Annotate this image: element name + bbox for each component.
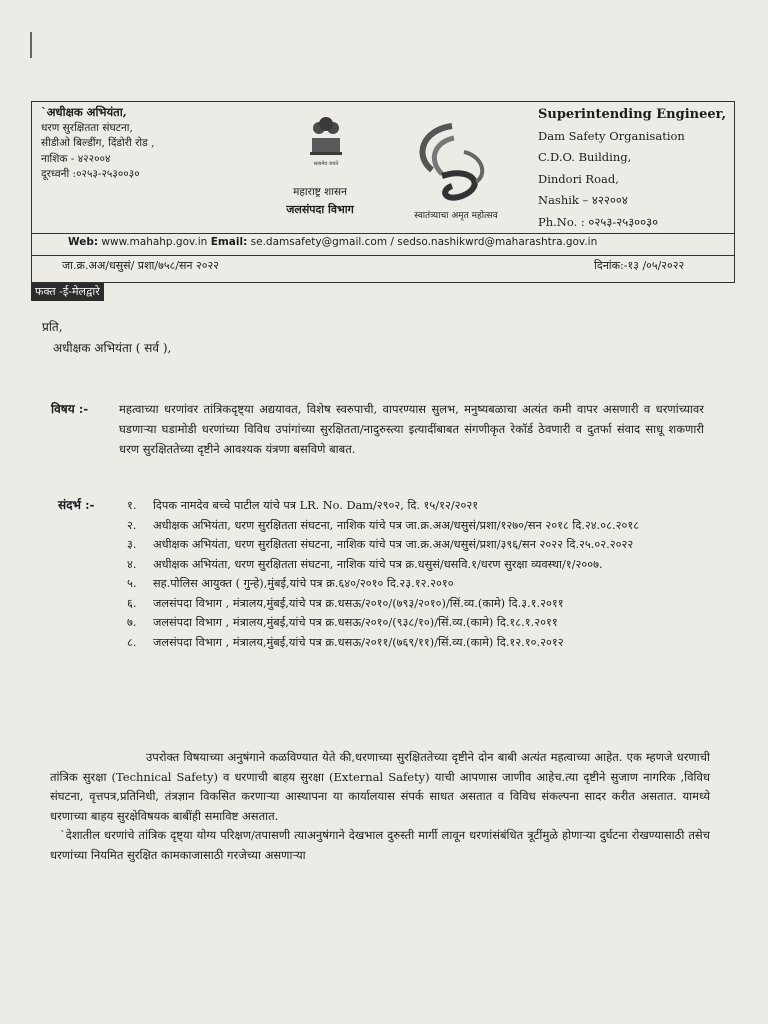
right-line: Dam Safety Organisation <box>538 128 685 143</box>
reference-number-label: ६. <box>127 596 137 610</box>
reference-item <box>127 574 717 594</box>
reference-number-label: १. <box>127 499 137 512</box>
reference-number-label: २. <box>127 518 137 532</box>
reference-text: दिपक नामदेव बच्चे पाटील यांचे पत्र LR. No. Dam/२९०२, दि. १५/१२/२०२१ <box>153 499 479 512</box>
emblem-caption: सत्यमेव जयते <box>313 161 339 167</box>
web-email-line <box>68 236 728 248</box>
left-line: दूरध्वनी :०२५३-२५३००३० <box>41 168 140 180</box>
divider <box>32 255 734 256</box>
reference-text: जलसंपदा विभाग , मंत्रालय,मुंबई,यांचे पत्र क्र.धसऊ/२०११/(७६९/११)/सिं.व्य.(कामे) दि.१२.१०.२०१२ <box>153 635 564 649</box>
left-line: सीडीओ बिल्डींग, दिंडोरी रोड , <box>41 137 155 149</box>
left-line: नाशिक - ४२२००४ <box>41 152 111 165</box>
reference-item <box>127 594 717 614</box>
web-label: Web: <box>68 236 99 248</box>
reference-number-label: ४. <box>127 557 137 571</box>
reference-number-label: ३. <box>127 538 137 551</box>
department-name: जलसंपदा विभाग <box>286 203 354 216</box>
letterhead-right-address <box>538 104 728 233</box>
reference-item <box>127 633 717 653</box>
body-paragraph: उपरोक्त विषयाच्या अनुषंगाने कळविण्यात येते की,धरणाच्या सुरक्षिततेच्या दृष्टीने दोन बाबी अत्यंत महत्वाच्या आहेत. एक म्हणजे धरणाची तांत्रिक सुरक्षा (Technical Safety) व धरणाची बाहय सुरक्षा (External Safety) याची आपणास जाणीव आहेच.त्या दृष्टीने सुजाण नागरिक ,विविध संघटना, वृत्तपत्र,प्रतिनिधी, तंत्रज्ञान विकसित करणाऱ्या आस्थापना या कार्यालयास संपर्क साधत असतात व विविध संकल्पना सादर करीत असतात. यामध्ये धरणाच्या बाहय सुरक्षेविषयक बाबींही समाविष्ट असतात. <box>50 750 710 823</box>
right-line: Nashik – ४२२००४ <box>538 193 628 207</box>
reference-item <box>127 535 717 555</box>
email-only-badge: फक्त -ई-मेलद्वारे <box>31 283 104 301</box>
email-label: Email: <box>210 236 248 248</box>
reference-item <box>127 516 717 536</box>
reference-number-label: ८. <box>127 635 137 649</box>
left-title: `अधीक्षक अभियंता, <box>41 105 127 119</box>
reference-label: संदर्भ :- <box>58 498 95 512</box>
azadi-ka-amrit-mahotsav-logo <box>392 116 520 226</box>
divider <box>32 233 734 234</box>
reference-number-label: ७. <box>127 616 137 629</box>
subject-text: महत्वाच्या धरणांवर तांत्रिकदृष्ट्या अद्ययावत, विशेष स्वरुपाची, वापरण्यास सुलभ, मनुष्यबळाचा अत्यंत कमी वापर असणारी व धरणांच्यावर घडणाऱ्या घडामोडी धरणांच्या विविध उपांगांच्या सुरक्षितता/नादुरुस्त्या इत्यादींबाबत संगणीकृत रेकॉर्ड ठेवणारी व दुतर्फा संवाद साधू शकणारी धरण सुरक्षिततेच्या दृष्टीने आवश्यक यंत्रणा बसविणे बाबत. <box>119 402 704 456</box>
right-line: Dindori Road, <box>538 171 619 186</box>
reference-item <box>127 496 717 516</box>
reference-list <box>127 496 717 652</box>
subject-label: विषय :- <box>51 402 89 416</box>
reference-text: अधीक्षक अभियंता, धरण सुरक्षितता संघटना, नाशिक यांचे पत्र जा.क्र.अअ/धसुसं/प्रशा/१२७०/सन २०१८ दि.२४.०८.२०१८ <box>153 518 640 532</box>
government-block <box>250 184 390 218</box>
left-line: धरण सुरक्षितता संघटना, <box>41 121 133 134</box>
state-emblem-icon <box>304 110 348 170</box>
reference-item <box>127 613 717 633</box>
logo-text: स्वातंत्र्याचा अमृत महोत्सव <box>414 211 498 221</box>
reference-item <box>127 555 717 575</box>
right-line: Ph.No. : ०२५३-२५३००३० <box>538 214 659 229</box>
right-line: C.D.O. Building, <box>538 150 632 164</box>
reference-number-label: ५. <box>127 577 137 590</box>
letterhead <box>31 101 735 283</box>
government-name: महाराष्ट्र शासन <box>293 186 347 198</box>
email-value[interactable]: se.damsafety@gmail.com / sedso.nashikwrd@maharashtra.gov.in <box>250 236 598 248</box>
web-value[interactable]: www.mahahp.gov.in <box>101 236 208 248</box>
reference-text: सह.पोलिस आयुक्त ( गुन्हे),मुंबई,यांचे पत्र क्र.६४०/२०१० दि.२३.१२.२०१० <box>153 577 454 590</box>
reference-number: जा.क्र.अअ/धसुसं/ प्रशा/७५८/सन २०२२ <box>62 259 219 272</box>
addressee-prefix: प्रति, <box>42 320 63 334</box>
letter-body <box>50 748 710 865</box>
letterhead-left-address <box>41 105 241 183</box>
reference-text: अधीक्षक अभियंता, धरण सुरक्षितता संघटना, नाशिक यांचे पत्र क्र.धसुसं/धसवि.१/धरण सुरक्षा व्यवस्था/१/२००७. <box>153 557 603 571</box>
scan-mark <box>30 32 32 58</box>
right-title: Superintending Engineer, <box>538 107 727 122</box>
reference-text: जलसंपदा विभाग , मंत्रालय,मुंबई,यांचे पत्र क्र.धसऊ/२०१०/(७९३/२०१०)/सिं.व्य.(कामे) दि.३.१.२०११ <box>153 596 564 610</box>
addressee: अधीक्षक अभियंता ( सर्व ), <box>53 341 172 355</box>
reference-text: अधीक्षक अभियंता, धरण सुरक्षितता संघटना, नाशिक यांचे पत्र जा.क्र.अअ/धसुसं/प्रशा/३९६/सन २०२२ दि.२५.०२.२०२२ <box>153 538 634 551</box>
letter-date: दिनांक:-१३ /०५/२०२२ <box>594 259 685 272</box>
reference-text: जलसंपदा विभाग , मंत्रालय,मुंबई,यांचे पत्र क्र.धसऊ/२०१०/(९३८/१०)/सिं.व्य.(कामे) दि.१८.१.२०११ <box>153 616 558 629</box>
body-paragraph: `देशातील धरणांचे तांत्रिक दृष्ट्या योग्य परिक्षण/तपासणी त्याअनुषंगाने देखभाल दुरुस्ती मार्गी लावून धरणांसंबंधित त्रूटींमुळे होणाऱ्या दुर्घटना रोखण्यासाठी तसेच धरणांच्या नियमित सुरक्षित कामकाजासाठी गरजेच्या असणाऱ्या <box>50 828 710 862</box>
